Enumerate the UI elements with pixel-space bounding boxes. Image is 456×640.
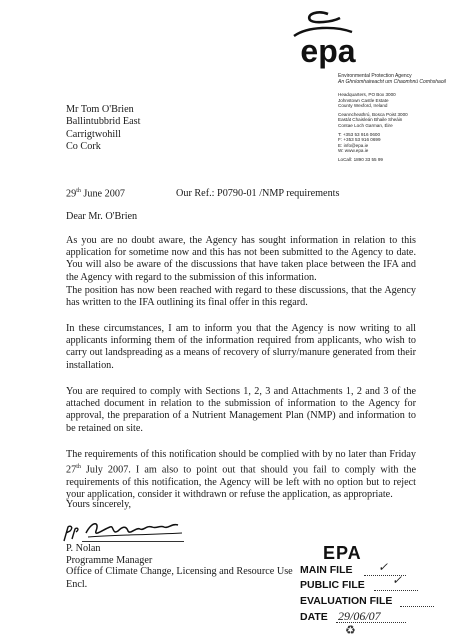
signer-name: P. Nolan xyxy=(66,543,101,554)
agency-email: E: info@epa.ie xyxy=(338,142,369,148)
check-mark: ✓ xyxy=(392,573,403,587)
stamp-date-value: 29/06/07 xyxy=(338,609,381,623)
stamp-public-file: PUBLIC FILE ✓ xyxy=(300,579,365,591)
logo-text: epa xyxy=(300,33,356,69)
agency-web: W: www.epa.ie xyxy=(338,148,369,154)
body-paragraph-1: As you are no doubt aware, the Agency has sought information in relation to this application for sometime now and this has not been submitted to the Agency to date. You will also be aware of the discussions that have taken place between the IFA and the Agency with regard to the submission of this information. xyxy=(66,235,416,283)
salutation: Dear Mr. O'Brien xyxy=(66,211,138,222)
recipient-line: Carrigtwohill xyxy=(66,128,121,140)
agency-name-ga: An Ghníomhaireacht um Chaomhnú Comhshaoil xyxy=(338,79,446,85)
stamp-evaluation-file: EVALUATION FILE xyxy=(300,595,392,607)
check-mark: ✓ xyxy=(378,560,389,574)
recipient-line: Mr Tom O'Brien xyxy=(66,104,134,115)
agency-address-line: Johnstown Castle Estate xyxy=(338,97,389,103)
stamp-date: DATE 29/06/07 xyxy=(300,611,328,623)
signature xyxy=(82,517,186,541)
signer-title: Programme Manager xyxy=(66,554,153,566)
agency-locall: LoCall: 1890 33 55 99 xyxy=(338,156,383,162)
signature-line xyxy=(82,541,184,542)
pp-initials xyxy=(60,523,82,543)
body-paragraph-5: The requirements of this notification should be complied with by no later than Friday 27th July 2007. I am also to point out that should you fail to comply with the requirements of this notification, the Agency will be left with no option but to reject your application, consider it withdrawn or refuse the application, as appropriate. xyxy=(66,449,416,500)
agency-address-line: County Wexford, Ireland xyxy=(338,103,388,109)
recipient-line: Ballintubbrid East xyxy=(66,116,141,128)
stamp-main-file: MAIN FILE ✓ xyxy=(300,564,353,576)
signer-block xyxy=(66,543,293,578)
agency-fax: F: +353 53 916 0699 xyxy=(338,137,381,143)
enclosure-note: Encl. xyxy=(66,579,88,590)
body-paragraph-4: You are required to comply with Sections 1, 2, 3 and Attachments 1, 2 and 3 of the attached document in relation to the submission of information to the Agency for approval, the preparation of a Nutrient Management Plan (NMP) and information to be retained on site. xyxy=(66,386,416,434)
signer-office: Office of Climate Change, Licensing and Resource Use xyxy=(66,566,293,577)
agency-name-en: Environmental Protection Agency xyxy=(338,73,412,79)
body-paragraph-3: In these circumstances, I am to inform you that the Agency is now writing to all applicants informing them of the information required from applicants, who wish to carry out landspreading as a means of recovery of slurry/manure generated from their installation. xyxy=(66,323,416,371)
recipient-line: Co Cork xyxy=(66,141,101,153)
recycle-icon: ♻ xyxy=(345,623,356,637)
agency-address-line: Eastát Chaisleán Bhaile Sheáin xyxy=(338,117,403,123)
agency-address xyxy=(338,92,408,163)
body-paragraph-2: The position has now been reached with regard to these discussions, that the Agency has written to the IFA outlining its final offer in this regard. xyxy=(66,285,416,309)
closing: Yours sincerely, xyxy=(66,499,132,510)
letter-date: 29th June 2007 xyxy=(66,188,126,200)
agency-name xyxy=(338,73,446,85)
agency-address-line: Contae Loch Garman, Éire xyxy=(338,122,393,128)
recipient-address xyxy=(66,104,140,154)
agency-address-line: Headquarters, PO Box 3000 xyxy=(338,92,396,97)
agency-address-line: Ceanncheathrú, Bosca Poist 3000 xyxy=(338,111,408,117)
epa-logo xyxy=(288,8,368,70)
agency-phone: T: +353 53 916 0600 xyxy=(338,131,381,137)
reference-number: Our Ref.: P0790-01 /NMP requirements xyxy=(176,188,340,199)
stamp-logo: EPA xyxy=(323,543,362,563)
